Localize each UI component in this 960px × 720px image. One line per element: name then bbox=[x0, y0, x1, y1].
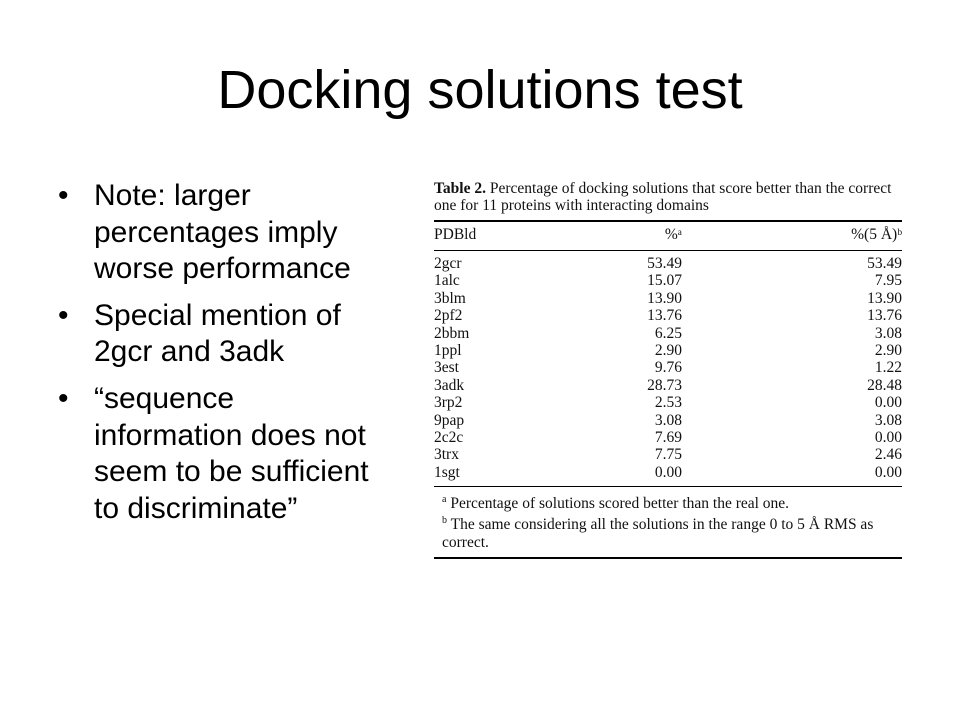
cell-pdbid: 3trx bbox=[434, 446, 459, 464]
cell-percent: 3.08 bbox=[654, 411, 683, 429]
bullet-text: • Special mention of 2gcr and 3adk bbox=[94, 298, 341, 369]
table-footnotes bbox=[434, 487, 902, 556]
cell-pdbid: 3rp2 bbox=[434, 394, 463, 412]
cell-percent: 7.75 bbox=[654, 446, 683, 464]
cell-percent: 6.25 bbox=[654, 324, 683, 342]
table-header-row bbox=[434, 222, 902, 250]
cell-percent-5a: 1.22 bbox=[874, 359, 902, 377]
cell-pdbid: 1alc bbox=[434, 272, 460, 290]
table-caption bbox=[434, 180, 902, 214]
cell-percent-5a: 0.00 bbox=[874, 429, 902, 447]
bullet-list bbox=[58, 178, 388, 537]
bullet-text: • Note: larger percentages imply worse performance bbox=[94, 179, 351, 286]
table-row bbox=[434, 272, 902, 289]
header-pdbid: PDBld bbox=[434, 226, 477, 243]
cell-percent-5a: 7.95 bbox=[874, 272, 902, 290]
table-row bbox=[434, 464, 902, 486]
bullet-item bbox=[58, 178, 388, 288]
cell-percent: 2.53 bbox=[654, 394, 683, 412]
cell-percent: 28.73 bbox=[647, 376, 683, 394]
table-row bbox=[434, 290, 902, 307]
header-percent-5a: %(5 Å)ᵇ bbox=[851, 226, 902, 243]
cell-percent: 7.69 bbox=[654, 429, 683, 447]
cell-pdbid: 2bbm bbox=[434, 324, 470, 342]
results-table bbox=[434, 222, 902, 486]
cell-percent-5a: 13.76 bbox=[867, 307, 902, 325]
bullet-text: • “sequence information does not seem to be sufficient to discriminate” bbox=[94, 381, 369, 525]
cell-percent-5a: 13.90 bbox=[867, 289, 902, 307]
cell-pdbid: 9pap bbox=[434, 411, 465, 429]
cell-pdbid: 2pf2 bbox=[434, 307, 463, 325]
cell-pdbid: 3est bbox=[434, 359, 459, 377]
cell-percent-5a: 0.00 bbox=[874, 463, 902, 481]
table-row bbox=[434, 251, 902, 272]
footnote-text: The same considering all the solutions in the range 0 to 5 Å RMS as correct. bbox=[442, 516, 874, 551]
table-row bbox=[434, 359, 902, 376]
cell-pdbid: 3blm bbox=[434, 289, 466, 307]
table-row bbox=[434, 429, 902, 446]
cell-percent-5a: 2.90 bbox=[874, 342, 902, 360]
table-caption-label: Table 2. bbox=[434, 180, 486, 197]
footnote-text: Percentage of solutions scored better than the real one. bbox=[450, 495, 790, 513]
header-percent: %ᵃ bbox=[664, 226, 683, 243]
bullet-item bbox=[58, 298, 388, 371]
table-end-rule bbox=[434, 557, 902, 559]
footnote-mark: b bbox=[442, 515, 447, 527]
cell-percent: 53.49 bbox=[647, 255, 683, 272]
cell-percent-5a: 0.00 bbox=[874, 394, 902, 412]
cell-pdbid: 2gcr bbox=[434, 255, 462, 272]
cell-percent: 13.76 bbox=[647, 307, 683, 325]
table-row bbox=[434, 325, 902, 342]
table-row bbox=[434, 307, 902, 324]
cell-pdbid: 1sgt bbox=[434, 463, 460, 481]
cell-percent-5a: 3.08 bbox=[874, 411, 902, 429]
footnote bbox=[434, 491, 902, 512]
cell-pdbid: 2c2c bbox=[434, 429, 464, 447]
cell-percent-5a: 53.49 bbox=[867, 255, 902, 272]
cell-percent: 13.90 bbox=[647, 289, 683, 307]
cell-percent: 0.00 bbox=[654, 463, 683, 481]
cell-percent-5a: 3.08 bbox=[874, 324, 902, 342]
table-row bbox=[434, 377, 902, 394]
cell-percent-5a: 2.46 bbox=[874, 446, 902, 464]
cell-pdbid: 1ppl bbox=[434, 342, 462, 360]
cell-percent: 15.07 bbox=[647, 272, 683, 290]
footnote-mark: a bbox=[442, 494, 447, 506]
footnote bbox=[434, 512, 902, 550]
cell-percent: 9.76 bbox=[654, 359, 683, 377]
table-row bbox=[434, 446, 902, 463]
cell-percent: 2.90 bbox=[654, 342, 683, 360]
table-body bbox=[434, 250, 902, 486]
table-row bbox=[434, 394, 902, 411]
table-row bbox=[434, 342, 902, 359]
table-row bbox=[434, 412, 902, 429]
slide-title: Docking solutions test bbox=[217, 60, 743, 120]
cell-percent-5a: 28.48 bbox=[867, 376, 902, 394]
table-figure bbox=[434, 180, 902, 559]
cell-pdbid: 3adk bbox=[434, 376, 465, 394]
table-caption-text: Percentage of docking solutions that score better than the correct one for 11 proteins with interacting domains bbox=[434, 180, 892, 214]
bullet-item bbox=[58, 381, 388, 527]
